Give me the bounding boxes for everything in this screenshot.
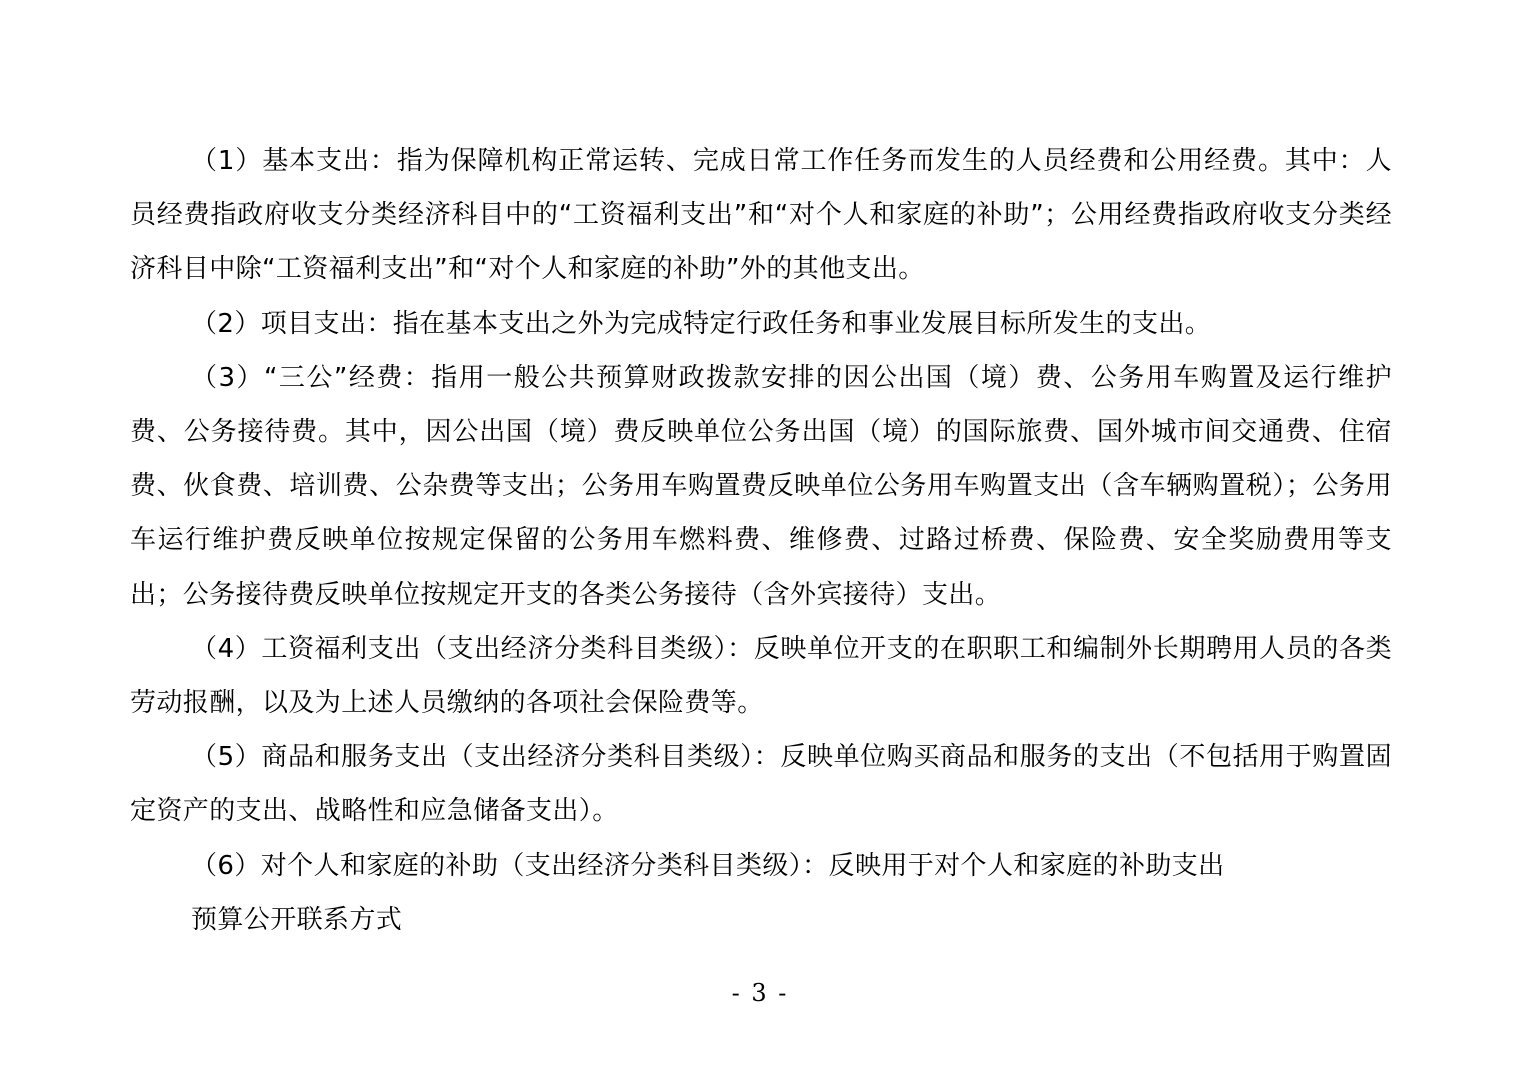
paragraph-goods-services: （5）商品和服务支出（支出经济分类科目类级）：反映单位购买商品和服务的支出（不包括用于购置固定资产的支出、战略性和应急储备支出）。 (130, 742, 1392, 827)
paragraph-household-subsidy: （6）对个人和家庭的补助（支出经济分类科目类级）：反映用于对个人和家庭的补助支出 (191, 850, 1225, 881)
document-body (130, 134, 1392, 947)
paragraph-basic-expenditure: （1）基本支出：指为保障机构正常运转、完成日常工作任务而发生的人员经费和公用经费。其中：人员经费指政府收支分类经济科目中的“工资福利支出”和“对个人和家庭的补助”；公用经费指政府收支分类经济科目中除“工资福利支出”和“对个人和家庭的补助”外的其他支出。 (130, 146, 1392, 285)
paragraph-three-public-expenses: （3）“三公”经费：指用一般公共预算财政拨款安排的因公出国（境）费、公务用车购置及运行维护费、公务接待费。其中，因公出国（境）费反映单位公务出国（境）的国际旅费、国外城市间交通费、住宿费、伙食费、培训费、公杂费等支出；公务用车购置费反映单位公务用车购置支出（含车辆购置税）；公务用车运行维护费反映单位按规定保留的公务用车燃料费、维修费、过路过桥费、保险费、安全奖励费用等支出；公务接待费反映单位按规定开支的各类公务接待（含外宾接待）支出。 (130, 362, 1392, 610)
paragraph-salary-welfare: （4）工资福利支出（支出经济分类科目类级）：反映单位开支的在职职工和编制外长期聘用人员的各类劳动报酬，以及为上述人员缴纳的各项社会保险费等。 (130, 633, 1392, 719)
section-heading: 预算公开联系方式 (191, 904, 403, 935)
page-number: - 3 - (731, 979, 789, 1007)
paragraph-project-expenditure: （2）项目支出：指在基本支出之外为完成特定行政任务和事业发展目标所发生的支出。 (191, 308, 1212, 339)
